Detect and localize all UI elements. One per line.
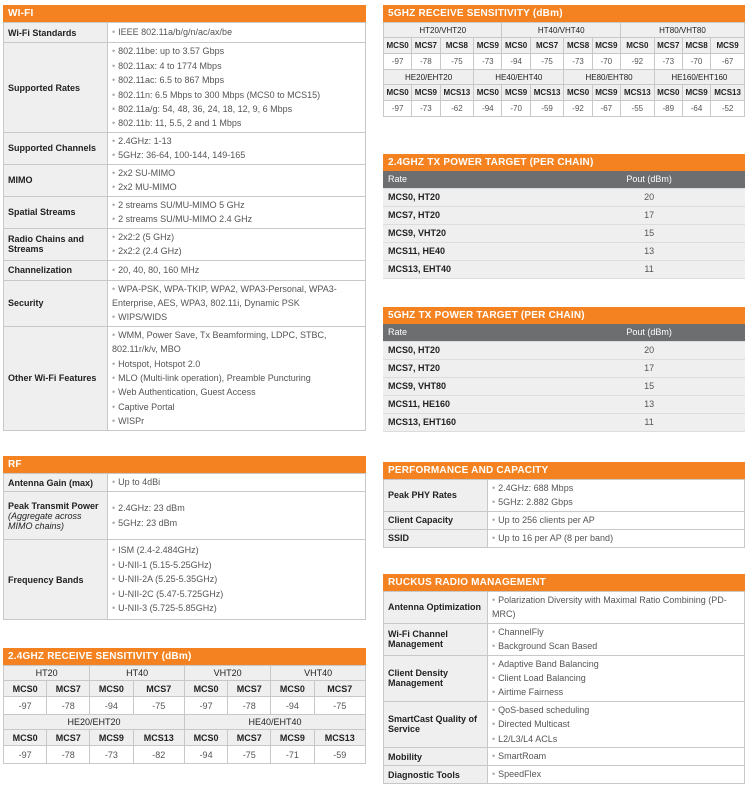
wifi-value-item: • 20, 40, 80, 160 MHz [112,263,361,277]
rf-value-item: • U-NII-1 (5.15-5.25GHz) [112,558,361,572]
rx24-value: -73 [90,746,133,764]
rx5-mcs-label: MCS9 [682,85,710,101]
wifi-value-item: • 802.11be: up to 3.57 Gbps [112,44,361,58]
tx5-pout: 15 [553,377,745,395]
rf-label-text: Peak Transmit Power [8,500,99,511]
rx24-value: -75 [133,697,184,715]
rf-value-item: • ISM (2.4-2.484GHz) [112,543,361,557]
perf-value-item: • Up to 256 clients per AP [492,513,740,527]
rrm-value [488,655,745,701]
rx5-mcs-label: MCS7 [654,38,682,54]
rx24-mcs-label: MCS7 [228,730,271,746]
wifi-row [4,260,366,280]
wifi-label-text: Supported Channels [8,143,97,154]
rrm-value [488,701,745,747]
rx5-mcs-label: MCS9 [412,85,440,101]
tx24-rate-header: Rate [383,171,553,188]
wifi-label [4,43,108,133]
rx24-group-label: VHT20 [184,666,270,681]
tx24-row [383,188,745,206]
rx24-value: -97 [4,697,47,715]
perf-value-item: • 5GHz: 2.882 Gbps [492,495,740,509]
rx5-mcs-label: MCS0 [620,38,654,54]
tx5-section [383,307,745,432]
tx24-rate: MCS11, HE40 [383,242,553,260]
wifi-value-item: • MLO (Multi-link operation), Preamble Puncturing [112,371,361,385]
wifi-value-item: • 2 streams SU/MU-MIMO 2.4 GHz [112,212,361,226]
perf-section [383,462,745,548]
rx5-value: -94 [474,101,502,117]
rrm-value-item: • L2/L3/L4 ACLs [492,732,740,746]
wifi-value-item: • WPA-PSK, WPA-TKIP, WPA2, WPA3-Personal, WPA3-Enterprise, AES, WPA3, 802.11i, Dynamic PSK [112,282,361,311]
rrm-row [384,623,745,655]
wifi-value [108,23,366,43]
wifi-value-item: • Hotspot, Hotspot 2.0 [112,357,361,371]
wifi-value-item: • WIPS/WIDS [112,310,361,324]
rx5-mcs-label: MCS9 [592,38,620,54]
rrm-label-text: Mobility [388,751,422,762]
rx5-value: -64 [682,101,710,117]
rf-label-text: Antenna Gain (max) [8,477,94,488]
rrm-value [488,623,745,655]
perf-row [384,511,745,529]
rx24-mcs-label: MCS0 [4,681,47,697]
rrm-value-item: • QoS-based scheduling [492,703,740,717]
rx24-group-row [4,715,366,730]
rf-value-item: • U-NII-2C (5.47-5.725GHz) [112,587,361,601]
rf-label [4,492,108,540]
wifi-value-item: • 2x2 SU-MIMO [112,166,361,180]
rx24-group-label: VHT40 [271,666,366,681]
perf-label-text: SSID [388,533,410,544]
wifi-value-item: • 2 streams SU/MU-MIMO 5 GHz [112,198,361,212]
perf-label [384,511,488,529]
tx24-pout: 15 [553,224,745,242]
rx5-table [383,22,745,117]
tx24-header-row [383,171,745,188]
rx24-mcs-label: MCS0 [4,730,47,746]
tx5-pout: 13 [553,395,745,413]
wifi-value [108,326,366,430]
rx5-value: -67 [592,101,620,117]
perf-row [384,480,745,512]
rx24-mcs-label: MCS9 [90,730,133,746]
wifi-label-text: Channelization [8,265,73,276]
rx5-mcs-label: MCS0 [384,85,412,101]
rx24-group-row [4,666,366,681]
tx24-rate: MCS13, EHT40 [383,260,553,278]
rx5-mcs-label: MCS8 [682,38,710,54]
wifi-value-item: • IEEE 802.11a/b/g/n/ac/ax/be [112,25,361,39]
rf-label [4,540,108,620]
wifi-label-text: Supported Rates [8,82,81,93]
wifi-row [4,280,366,326]
wifi-value-item: • Captive Portal [112,400,361,414]
rx24-group-label: HE40/EHT40 [184,715,365,730]
rrm-header: RUCKUS RADIO MANAGEMENT [383,574,745,591]
rx5-group-label: HE20/EHT20 [384,70,474,85]
rx24-mcs-row [4,730,366,746]
rf-row [4,492,366,540]
rx5-mcs-label: MCS0 [654,85,682,101]
wifi-label-text: MIMO [8,175,33,186]
rx5-value: -89 [654,101,682,117]
rx5-value: -78 [412,54,440,70]
rx24-group-label: HT20 [4,666,90,681]
rx5-group-label: HT20/VHT20 [384,23,502,38]
rrm-value-item: • SmartRoam [492,749,740,763]
rx24-value: -97 [184,697,227,715]
rx5-mcs-label: MCS9 [474,38,502,54]
wifi-label [4,280,108,326]
wifi-label [4,260,108,280]
tx24-row [383,242,745,260]
rrm-table [383,591,745,784]
rx24-section [3,648,366,764]
wifi-label [4,164,108,196]
rx5-mcs-label: MCS8 [440,38,474,54]
rx5-value: -70 [682,54,710,70]
wifi-value [108,164,366,196]
wifi-value [108,280,366,326]
rx5-value: -75 [440,54,474,70]
rx5-group-label: HE40/EHT40 [474,70,564,85]
wifi-row [4,326,366,430]
rx24-mcs-label: MCS7 [133,681,184,697]
rrm-label-text: SmartCast Quality of Service [388,714,478,735]
rx5-value: -55 [620,101,654,117]
rrm-section [383,574,745,784]
rx24-value: -94 [271,697,314,715]
rx24-mcs-label: MCS0 [271,681,314,697]
wifi-value-item: • WMM, Power Save, Tx Beamforming, LDPC, STBC, 802.11r/k/v, MBO [112,328,361,357]
rrm-label-text: Antenna Optimization [388,602,481,613]
wifi-row [4,164,366,196]
perf-value [488,511,745,529]
rx5-mcs-label: MCS13 [620,85,654,101]
wifi-value-item: • 802.11a/g: 54, 48, 36, 24, 18, 12, 9, 6 Mbps [112,102,361,116]
tx5-pout: 11 [553,413,745,431]
tx5-row [383,359,745,377]
wifi-value-item: • 2x2 MU-MIMO [112,180,361,194]
tx5-header: 5GHZ TX POWER TARGET (PER CHAIN) [383,307,745,324]
wifi-label-text: Wi-Fi Standards [8,27,77,38]
rx24-value: -94 [90,697,133,715]
rx5-mcs-label: MCS8 [564,38,592,54]
rx24-group-label: HT40 [90,666,185,681]
rrm-row [384,701,745,747]
rx24-mcs-label: MCS13 [314,730,366,746]
tx5-pout: 20 [553,341,745,359]
rx24-table [3,665,366,764]
rf-value-item: • Up to 4dBi [112,475,361,489]
tx24-table [383,171,745,279]
rx24-value: -78 [47,697,90,715]
rx24-value: -75 [228,746,271,764]
wifi-value-item: • WISPr [112,414,361,428]
tx5-rate: MCS9, VHT80 [383,377,553,395]
wifi-label-text: Security [8,298,44,309]
rrm-label-text: Diagnostic Tools [388,769,460,780]
rf-row [4,540,366,620]
rf-section [3,456,366,620]
wifi-row [4,133,366,165]
rx5-value: -52 [711,101,745,117]
rrm-label [384,701,488,747]
rx5-value-row [384,101,745,117]
tx5-rate: MCS13, EHT160 [383,413,553,431]
wifi-label [4,196,108,228]
wifi-value-item: • 2x2:2 (5 GHz) [112,230,361,244]
tx24-rate: MCS9, VHT20 [383,224,553,242]
wifi-value [108,133,366,165]
perf-header: PERFORMANCE AND CAPACITY [383,462,745,479]
rx24-mcs-label: MCS0 [184,730,227,746]
rx5-mcs-label: MCS13 [711,85,745,101]
rrm-value-item: • Client Load Balancing [492,671,740,685]
tx24-rate: MCS7, HT20 [383,206,553,224]
rrm-value [488,592,745,624]
rx5-group-label: HE80/EHT80 [564,70,654,85]
tx5-row [383,413,745,431]
rrm-value-item: • Airtime Fairness [492,685,740,699]
rf-value-item: • 2.4GHz: 23 dBm [112,501,361,515]
rx5-mcs-row [384,85,745,101]
tx5-rate: MCS0, HT20 [383,341,553,359]
rx24-value: -71 [271,746,314,764]
rx24-value: -97 [4,746,47,764]
rrm-row [384,748,745,766]
wifi-label-text: Other Wi-Fi Features [8,373,97,384]
perf-label [384,529,488,547]
rx5-mcs-label: MCS7 [412,38,440,54]
rx5-value: -70 [502,101,530,117]
rx5-group-row [384,70,745,85]
tx5-pout-header: Pout (dBm) [553,324,745,341]
rx5-value: -73 [654,54,682,70]
wifi-row [4,23,366,43]
rx5-group-label: HT40/VHT40 [502,23,620,38]
wifi-value-item: • 2.4GHz: 1-13 [112,134,361,148]
tx5-header-row [383,324,745,341]
perf-table [383,479,745,548]
rrm-row [384,766,745,784]
rx5-value: -94 [502,54,530,70]
wifi-label-text: Radio Chains and Streams [8,234,85,255]
rrm-label [384,623,488,655]
wifi-value-item: • 5GHz: 36-64, 100-144, 149-165 [112,148,361,162]
rrm-row [384,655,745,701]
tx5-table [383,324,745,432]
wifi-label [4,23,108,43]
tx24-row [383,260,745,278]
wifi-row [4,196,366,228]
rf-value-item: • U-NII-3 (5.725-5.85GHz) [112,601,361,615]
wifi-header: WI-FI [3,5,366,22]
tx24-pout: 11 [553,260,745,278]
rx24-header: 2.4GHZ RECEIVE SENSITIVITY (dBm) [3,648,366,665]
rf-label-note: (Aggregate across MIMO chains) [8,510,82,531]
rx24-value: -75 [314,697,366,715]
rx5-header: 5GHZ RECEIVE SENSITIVITY (dBm) [383,5,745,22]
rf-value [108,474,366,492]
wifi-label [4,326,108,430]
wifi-table [3,22,366,431]
rrm-value [488,748,745,766]
rf-value [108,540,366,620]
rx5-value: -92 [620,54,654,70]
rx24-value: -94 [184,746,227,764]
rf-value-item: • 5GHz: 23 dBm [112,516,361,530]
rx5-group-label: HE160/EHT160 [654,70,744,85]
perf-value-item: • Up to 16 per AP (8 per band) [492,531,740,545]
wifi-row [4,228,366,260]
rx24-mcs-label: MCS0 [90,681,133,697]
rrm-value [488,766,745,784]
tx24-header: 2.4GHZ TX POWER TARGET (PER CHAIN) [383,154,745,171]
rrm-label [384,592,488,624]
rx5-value: -97 [384,54,412,70]
wifi-row [4,43,366,133]
perf-label-text: Peak PHY Rates [388,490,457,501]
rx5-mcs-label: MCS0 [384,38,412,54]
rx24-mcs-label: MCS7 [314,681,366,697]
rx24-mcs-label: MCS7 [228,681,271,697]
rx5-value: -73 [474,54,502,70]
wifi-value [108,228,366,260]
rrm-label-text: Wi-Fi Channel Management [388,629,448,650]
wifi-value-item: • 802.11n: 6.5 Mbps to 300 Mbps (MCS0 to MCS15) [112,88,361,102]
perf-value [488,480,745,512]
rx5-value: -75 [530,54,564,70]
rrm-label [384,748,488,766]
rrm-value-item: • ChannelFly [492,625,740,639]
tx24-row [383,206,745,224]
wifi-value-item: • 802.11ac: 6.5 to 867 Mbps [112,73,361,87]
rrm-value-item: • Adaptive Band Balancing [492,657,740,671]
rx24-mcs-label: MCS13 [133,730,184,746]
wifi-value-item: • Web Authentication, Guest Access [112,385,361,399]
rrm-label [384,655,488,701]
rx5-value: -62 [440,101,474,117]
rx5-mcs-label: MCS9 [502,85,530,101]
rx24-mcs-label: MCS9 [271,730,314,746]
rf-label [4,474,108,492]
rx5-section [383,5,745,117]
rx5-group-row [384,23,745,38]
tx5-row [383,377,745,395]
rf-label-text: Frequency Bands [8,574,84,585]
rx5-value: -67 [711,54,745,70]
rx5-mcs-label: MCS7 [530,38,564,54]
rx24-mcs-label: MCS0 [184,681,227,697]
rx24-group-label: HE20/EHT20 [4,715,185,730]
rx24-value: -78 [47,746,90,764]
tx5-row [383,341,745,359]
perf-row [384,529,745,547]
rx24-value: -78 [228,697,271,715]
tx24-section [383,154,745,279]
rx24-mcs-label: MCS7 [47,730,90,746]
tx24-pout: 20 [553,188,745,206]
wifi-label-text: Spatial Streams [8,207,76,218]
tx5-pout: 17 [553,359,745,377]
rx5-value: -73 [412,101,440,117]
rf-value [108,492,366,540]
wifi-value-item: • 802.11b: 11, 5.5, 2 and 1 Mbps [112,116,361,130]
rx5-value: -70 [592,54,620,70]
tx5-row [383,395,745,413]
tx5-rate-header: Rate [383,324,553,341]
wifi-value-item: • 802.11ax: 4 to 1774 Mbps [112,59,361,73]
rx5-value: -97 [384,101,412,117]
rf-value-item: • U-NII-2A (5.25-5.35GHz) [112,572,361,586]
rrm-value-item: • Directed Multicast [492,717,740,731]
tx24-pout: 13 [553,242,745,260]
perf-label [384,480,488,512]
rrm-row [384,592,745,624]
rf-row [4,474,366,492]
tx24-rate: MCS0, HT20 [383,188,553,206]
rrm-value-item: • SpeedFlex [492,767,740,781]
perf-value-item: • 2.4GHz: 688 Mbps [492,481,740,495]
rrm-value-item: • Background Scan Based [492,639,740,653]
rx5-mcs-label: MCS9 [711,38,745,54]
tx5-rate: MCS11, HE160 [383,395,553,413]
tx24-pout-header: Pout (dBm) [553,171,745,188]
wifi-value-item: • 2x2:2 (2.4 GHz) [112,244,361,258]
perf-value [488,529,745,547]
rx24-value: -59 [314,746,366,764]
wifi-label [4,228,108,260]
rx5-value: -92 [564,101,592,117]
rrm-value-item: • Polarization Diversity with Maximal Ratio Combining (PD-MRC) [492,593,740,622]
rx24-mcs-label: MCS7 [47,681,90,697]
rx5-mcs-label: MCS0 [502,38,530,54]
wifi-value [108,43,366,133]
rx5-mcs-label: MCS0 [474,85,502,101]
rf-table [3,473,366,620]
wifi-value [108,260,366,280]
rx24-mcs-row [4,681,366,697]
rrm-label-text: Client Density Management [388,668,449,689]
rx5-mcs-label: MCS9 [592,85,620,101]
rx5-mcs-row [384,38,745,54]
wifi-label [4,133,108,165]
wifi-value [108,196,366,228]
perf-label-text: Client Capacity [388,515,454,526]
rrm-label [384,766,488,784]
tx5-rate: MCS7, HT20 [383,359,553,377]
rx5-mcs-label: MCS13 [530,85,564,101]
tx24-row [383,224,745,242]
tx24-pout: 17 [553,206,745,224]
rx5-mcs-label: MCS0 [564,85,592,101]
wifi-section [3,5,366,431]
rx5-mcs-label: MCS13 [440,85,474,101]
rx24-value-row [4,746,366,764]
rf-header: RF [3,456,366,473]
rx5-value: -73 [564,54,592,70]
rx5-value-row [384,54,745,70]
rx24-value-row [4,697,366,715]
rx24-value: -82 [133,746,184,764]
rx5-group-label: HT80/VHT80 [620,23,744,38]
rx5-value: -59 [530,101,564,117]
